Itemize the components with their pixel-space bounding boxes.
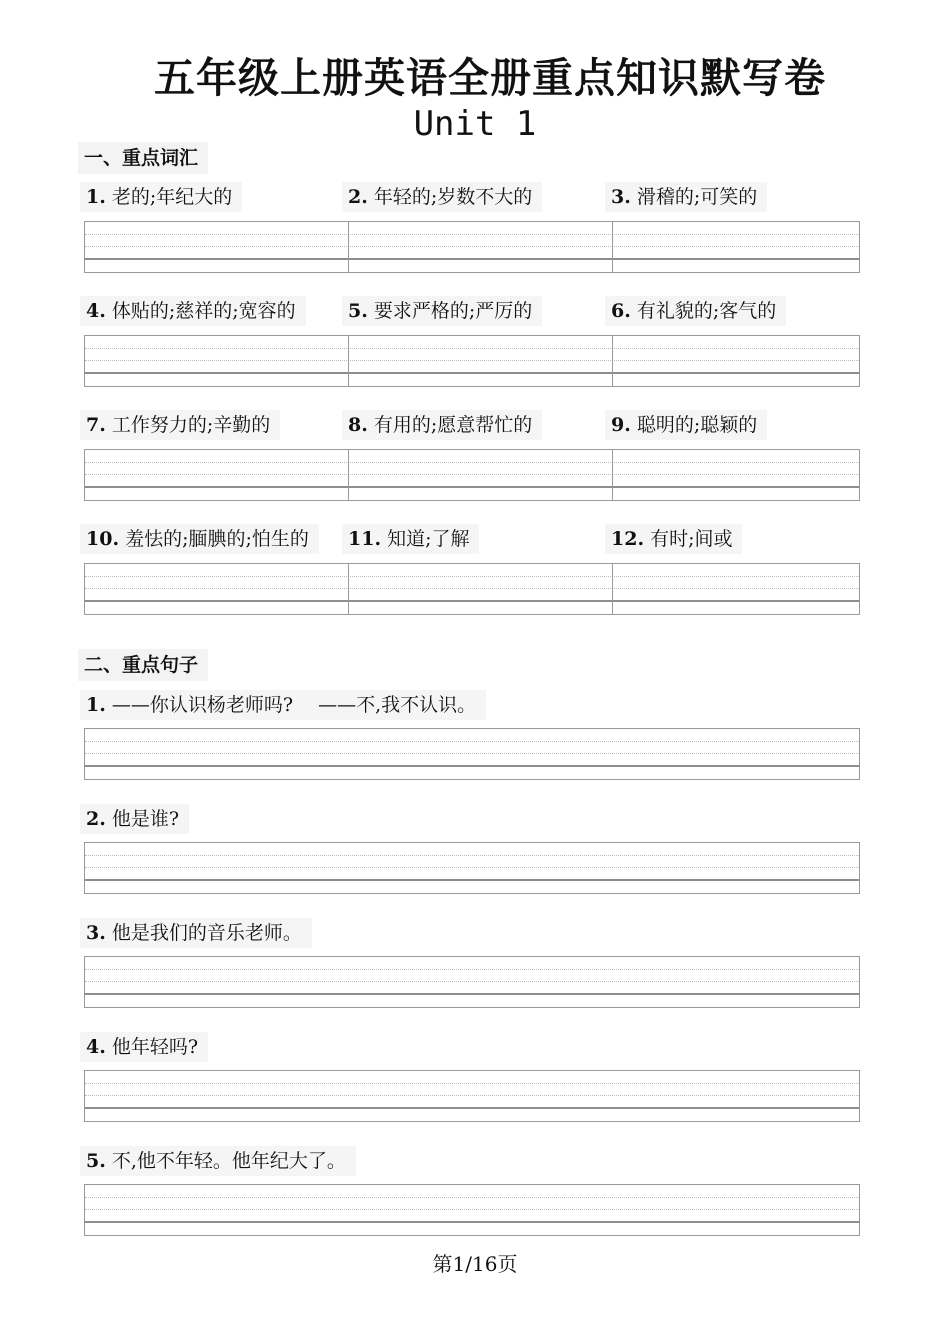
vocab-item: 1. 老的;年纪大的 — [80, 182, 242, 212]
vocab-item: 2. 年轻的;岁数不大的 — [342, 182, 542, 212]
vocab-item: 3. 滑稽的;可笑的 — [605, 182, 767, 212]
sentence-answer-grid[interactable] — [84, 956, 860, 1008]
sentence-item: 4. 他年轻吗? — [80, 1032, 208, 1062]
vocab-item: 9. 聪明的;聪颖的 — [605, 410, 767, 440]
vocab-item: 7. 工作努力的;辛勤的 — [80, 410, 280, 440]
vocab-item: 5. 要求严格的;严厉的 — [342, 296, 542, 326]
vocab-item: 8. 有用的;愿意帮忙的 — [342, 410, 542, 440]
vocab-item: 6. 有礼貌的;客气的 — [605, 296, 786, 326]
page-number: 第1/16页 — [432, 1252, 518, 1276]
vocab-section-heading: 一、重点词汇 — [78, 142, 208, 174]
unit-subtitle: Unit 1 — [413, 104, 537, 144]
sentence-item: 2. 他是谁? — [80, 804, 189, 834]
sentence-answer-grid[interactable] — [84, 1070, 860, 1122]
sentence-item: 3. 他是我们的音乐老师。 — [80, 918, 312, 948]
vocab-answer-grid[interactable] — [84, 221, 860, 273]
vocab-item: 10. 羞怯的;腼腆的;怕生的 — [80, 524, 319, 554]
sentence-section-heading: 二、重点句子 — [78, 649, 208, 681]
vocab-answer-grid[interactable] — [84, 563, 860, 615]
vocab-item: 4. 体贴的;慈祥的;宽容的 — [80, 296, 306, 326]
vocab-answer-grid[interactable] — [84, 449, 860, 501]
sentence-answer-grid[interactable] — [84, 728, 860, 780]
sentence-answer-grid[interactable] — [84, 1184, 860, 1236]
sentence-item: 1. ——你认识杨老师吗? ——不,我不认识。 — [80, 690, 486, 720]
sentence-answer-grid[interactable] — [84, 842, 860, 894]
vocab-answer-grid[interactable] — [84, 335, 860, 387]
vocab-item: 11. 知道;了解 — [342, 524, 479, 554]
vocab-item: 12. 有时;间或 — [605, 524, 742, 554]
sentence-item: 5. 不,他不年轻。他年纪大了。 — [80, 1146, 356, 1176]
page-title: 五年级上册英语全册重点知识默写卷 — [154, 54, 826, 102]
